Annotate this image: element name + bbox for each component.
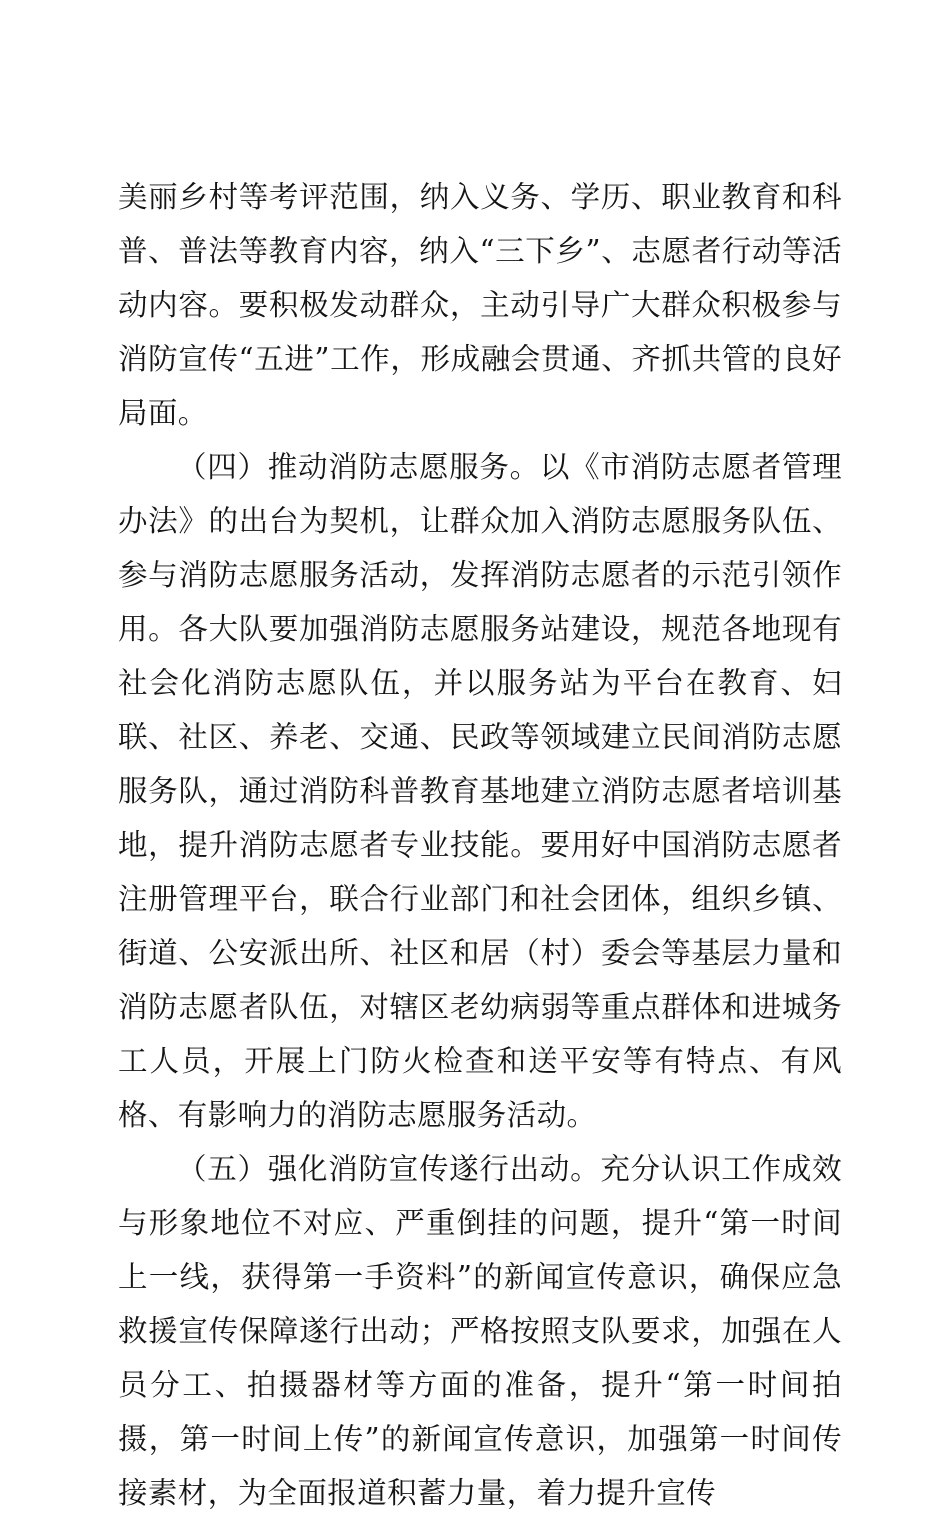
paragraph-section-five: （五）强化消防宣传遂行出动。充分认识工作成效与形象地位不对应、严重倒挂的问题，提升“第一时间上一线，获得第一手资料”的新闻宣传意识，确保应急救援宣传保障遂行出动；严格按照支队要求，加强在人员分工、拍摄器材等方面的准备，提升“第一时间拍摄，第一时间上传”的新闻宣传意识，加强第一时间传接素材，为全面报道积蓄力量，着力提升宣传: [118, 1152, 842, 1510]
paragraph-continuation: 美丽乡村等考评范围，纳入义务、学历、职业教育和科普、普法等教育内容，纳入“三下乡”、志愿者行动等活动内容。要积极发动群众，主动引导广大群众积极参与消防宣传“五进”工作，形成融会贯通、齐抓共管的良好局面。: [118, 180, 842, 430]
paragraph-section-four: （四）推动消防志愿服务。以《市消防志愿者管理办法》的出台为契机，让群众加入消防志愿服务队伍、参与消防志愿服务活动，发挥消防志愿者的示范引领作用。各大队要加强消防志愿服务站建设，规范各地现有社会化消防志愿队伍，并以服务站为平台在教育、妇联、社区、养老、交通、民政等领域建立民间消防志愿服务队，通过消防科普教育基地建立消防志愿者培训基地，提升消防志愿者专业技能。要用好中国消防志愿者注册管理平台，联合行业部门和社会团体，组织乡镇、街道、公安派出所、社区和居（村）委会等基层力量和消防志愿者队伍，对辖区老幼病弱等重点群体和进城务工人员，开展上门防火检查和送平安等有特点、有风格、有影响力的消防志愿服务活动。: [118, 450, 842, 1132]
document-body: [118, 170, 842, 1520]
